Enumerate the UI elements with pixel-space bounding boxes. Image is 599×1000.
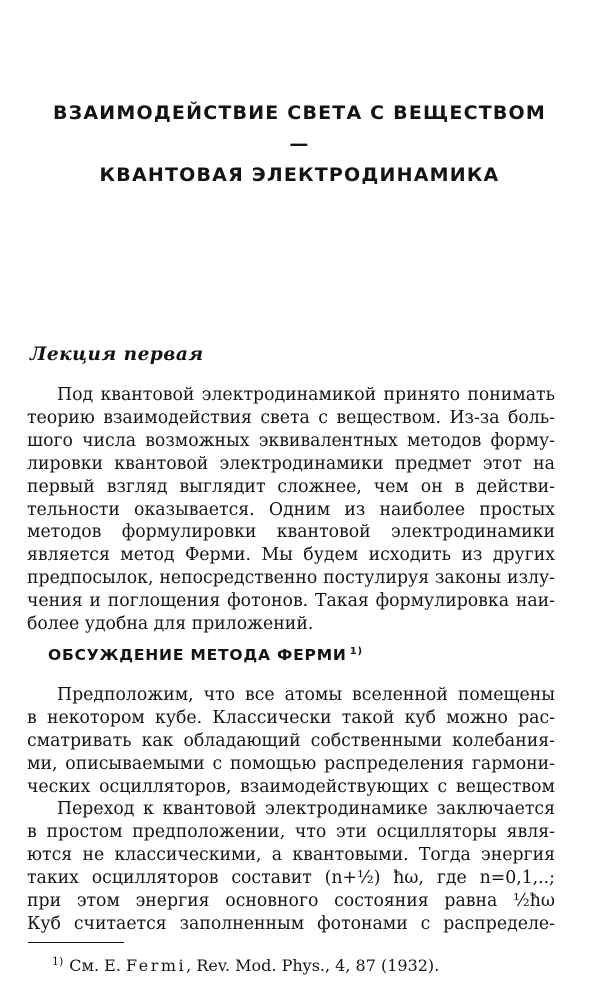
text-line: является метод Ферми. Мы будем исходить из других [27, 545, 555, 566]
text-line: тельности оказывается. Одним из наиболее простых [27, 499, 555, 520]
chapter-title [40, 98, 559, 191]
text-line: Под квантовой электродинамикой принято понимать [57, 385, 555, 405]
paragraph-atoms-in-cube [27, 684, 555, 799]
footnote-prefix: См. E. [69, 956, 121, 975]
text-line: при этом энергия основного состояния равна ½ħω [27, 890, 555, 911]
footnote-mark: 1) [52, 955, 64, 968]
text-line: в простом предположении, что эти осцилляторы явля- [27, 821, 555, 842]
text-line: ми, описываемыми с помощью распределения гармони- [27, 753, 555, 774]
text-line: таких осцилляторов составит (n+½) ħω, где n=0,1,..; [27, 867, 555, 888]
text-line: ются не классическими, а квантовыми. Тогда энергия [27, 844, 555, 865]
footnote [52, 955, 439, 975]
text-line: шого числа возможных эквивалентных методов форму- [27, 430, 555, 451]
footnote-divider [28, 942, 124, 943]
text-line: чения и поглощения фотонов. Такая формулировка наи- [27, 591, 555, 612]
text-line: в некотором кубе. Классически такой куб можно рас- [27, 707, 555, 728]
text-line: сматривать как обладающий собственными колебания- [27, 730, 555, 751]
chapter-title-line-2: КВАНТОВАЯ ЭЛЕКТРОДИНАМИКА [99, 164, 500, 186]
text-line: лировки квантовой электродинамики предмет этот на [27, 453, 555, 474]
footnote-citation: , Rev. Mod. Phys., 4, 87 (1932). [186, 956, 440, 975]
footnote-reference[interactable]: 1) [349, 646, 363, 657]
text-line: предпосылок, непосредственно постулируя законы излу- [27, 568, 555, 589]
text-line: теорию взаимодействия света с веществом. Из-за боль- [27, 407, 555, 428]
footnote-author: Fermi [126, 956, 187, 975]
paragraph-intro [27, 384, 555, 636]
lecture-heading: Лекция первая [30, 344, 204, 365]
text-line: методов формулировки квантовой электродинамики [27, 522, 555, 543]
text-line: первый взгляд выглядит сложнее, чем он в действи- [27, 476, 555, 497]
text-line: Переход к квантовой электродинамике заключается [57, 799, 555, 819]
text-line: более удобна для приложений. [27, 614, 314, 635]
section-heading [48, 646, 363, 664]
section-heading-text: ОБСУЖДЕНИЕ МЕТОДА ФЕРМИ [48, 646, 347, 664]
text-line: ческих осцилляторов, взаимодействующих с веществом [27, 776, 555, 797]
text-line: Куб считается заполненным фотонами с распределе- [27, 913, 555, 934]
paragraph-quantum-oscillators [27, 798, 555, 935]
text-line: Предположим, что все атомы вселенной помещены [57, 685, 555, 705]
chapter-title-line-1: ВЗАИМОДЕЙСТВИЕ СВЕТА С ВЕЩЕСТВОМ — [52, 102, 547, 155]
